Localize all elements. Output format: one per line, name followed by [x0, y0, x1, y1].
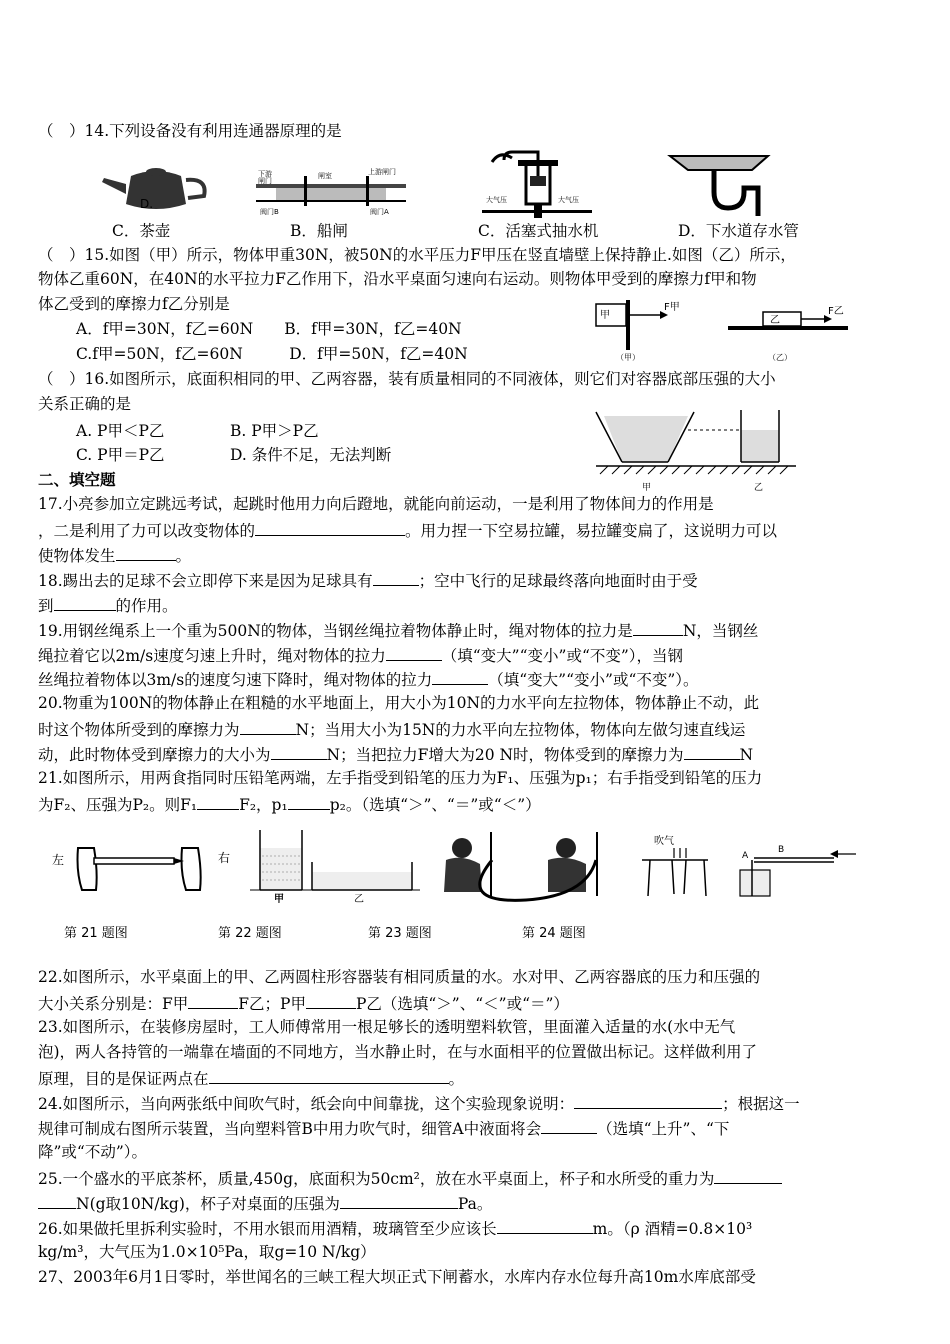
q20-line3c: N [739, 746, 754, 764]
q24-line1a: 24.如图所示，当向两张纸中间吹气时，纸会向中间靠拢，这个实验现象说明： [38, 1095, 575, 1113]
fig21-pencil-fingers [48, 838, 238, 898]
fig21-right-label: 右 [218, 851, 231, 865]
q20-blank-2[interactable] [271, 742, 327, 760]
q24-line2a: 规律可制成右图所示装置，当向塑料管B中用力吹气时，细管A中液面将会 [38, 1120, 542, 1138]
q14-opt-c1: C．茶壶 [112, 222, 171, 240]
q18-line2a: 到 [38, 597, 54, 615]
fig24-blow-papers [628, 830, 858, 900]
q25-blank-1b[interactable] [38, 1191, 76, 1209]
q21-line1: 21.如图所示，用两食指同时压铅笔两端，左手指受到铅笔的压力为F₁、压强为p₁；右手指受到铅笔的压力 [38, 769, 763, 787]
q26-line2: kg/m³，大气压为1.0×10⁵Pa，取g=10 N/kg） [38, 1243, 376, 1261]
q20-line3a: 动，此时物体受到摩擦力的大小为 [38, 746, 271, 764]
q19-blank-1[interactable] [633, 618, 683, 636]
q14-opt-b: B．船闸 [290, 222, 348, 240]
q15-figure [588, 300, 868, 362]
section-heading: 二、填空题 [38, 471, 116, 489]
q16-opt-d: D. 条件不足，无法判断 [230, 446, 392, 464]
q17-line1: 17.小亮参加立定跳远考试，起跳时他用力向后蹬地，就能向前运动，一是利用了物体间力的作用是 [38, 495, 714, 513]
fig23-workers-hose [436, 830, 614, 906]
q16-label-yi: 乙 [754, 483, 764, 493]
q16-opt-c: C. P甲＝P乙 [76, 446, 165, 464]
q16-figure [596, 410, 796, 496]
q26-line1b: m。（ρ 酒精=0.8×10³ [592, 1220, 753, 1238]
q19-line1b: N，当钢丝 [682, 622, 759, 640]
q25-line2b: Pa。 [457, 1195, 493, 1213]
fig21-left-label: 左 [52, 853, 65, 867]
q23-line3a: 原理，目的是保证两点在 [38, 1070, 209, 1088]
q15-caption-yi: （乙） [768, 353, 792, 362]
q18-blank-2[interactable] [54, 593, 116, 611]
pump-label-left: 大气压 [486, 196, 507, 204]
q14-stem: （ ）14.下列设备没有利用连通器原理的是 [38, 122, 342, 140]
q17-line3a: 使物体发生 [38, 547, 116, 565]
q27-line1: 27、2003年6月1日零时，举世闻名的三峡工程大坝正式下闸蓄水，水库内存水位每升高10m水库底部受 [38, 1268, 756, 1286]
lock-label-valvea: 阀门A [370, 208, 389, 216]
q20-line3b: N；当把拉力F增大为20 N时，物体受到的摩擦力为 [326, 746, 684, 764]
q24-line3: 降”或“不动”）。 [38, 1143, 148, 1161]
q15-label-jia: 甲 [600, 310, 610, 321]
q19-line2a: 绳拉着它以2m/s速度匀速上升时，绳对物体的拉力 [38, 647, 386, 665]
q17-blank-1[interactable] [255, 518, 405, 536]
q16-opt-b: B. P甲＞P乙 [230, 422, 319, 440]
q17-line3b: 。 [175, 547, 192, 565]
q14-opt-c2: C．活塞式抽水机 [478, 222, 599, 240]
q21-line2b: F₂，p₁ [239, 796, 288, 814]
caption-fig21: 第 21 题图 [64, 926, 128, 941]
q22-line1: 22.如图所示，水平桌面上的甲、乙两圆柱形容器装有相同质量的水。水对甲、乙两容器底的压力和压强的 [38, 968, 761, 986]
drain-trap-figure [668, 150, 778, 220]
lock-label-chamber: 闸室 [318, 172, 332, 180]
q23-line1: 23.如图所示，在装修房屋时，工人师傅常用一根足够长的透明塑料软管，里面灌入适量的水(水中无气 [38, 1018, 736, 1036]
teapot-figure [96, 164, 226, 214]
ship-lock-figure [256, 168, 406, 218]
q24-line1b: ；根据这一 [722, 1095, 800, 1113]
lock-label-down: 下游 [258, 170, 272, 178]
q21-blank-2[interactable] [288, 792, 330, 810]
q23-blank-1[interactable] [209, 1066, 449, 1084]
q22-line2c: P乙（选填“＞”、“＜”或“＝”） [355, 995, 569, 1013]
q23-line3b: 。 [448, 1070, 465, 1088]
q19-line1a: 19.用钢丝绳系上一个重为500N的物体，当钢丝绳拉着物体静止时，绳对物体的拉力是 [38, 622, 633, 640]
q26-blank-1[interactable] [497, 1216, 593, 1234]
fig22-containers [250, 828, 420, 904]
caption-fig24: 第 24 题图 [522, 926, 586, 941]
q21-blank-1[interactable] [197, 792, 239, 810]
q19-blank-3[interactable] [432, 667, 488, 685]
q22-blank-2[interactable] [306, 991, 356, 1009]
q20-blank-1[interactable] [240, 717, 296, 735]
q15-line3: 体乙受到的摩擦力f乙分别是 [38, 295, 230, 313]
q16-line2: 关系正确的是 [38, 395, 132, 413]
q24-line2b: （选填“上升”、“下 [597, 1120, 730, 1138]
q22-blank-1[interactable] [188, 991, 238, 1009]
fig-d-stray: D. [140, 197, 154, 211]
q23-line2: 泡)，两人各持管的一端靠在墙面的不同地方，当水静止时，在与水面相平的位置做出标记。这样做利用了 [38, 1043, 758, 1061]
lock-label-valveb: 阀门B [260, 208, 279, 216]
q21-line2c: p₂。（选填“＞”、“＝”或“＜”） [329, 796, 541, 814]
q16-line1: （ ）16.如图所示，底面积相同的甲、乙两容器，装有质量相同的不同液体，则它们对容器底部压强的大小 [38, 370, 776, 388]
q19-blank-2[interactable] [386, 643, 442, 661]
q20-blank-3[interactable] [684, 742, 740, 760]
pump-label-right: 大气压 [558, 196, 579, 204]
q15-label-fjia: F甲 [664, 302, 680, 313]
q19-line2b: （填“变大”“变小”或“不变”），当钢 [441, 647, 684, 665]
q17-blank-2[interactable] [116, 543, 176, 561]
fig24-b: B [778, 845, 785, 855]
q24-blank-1[interactable] [574, 1091, 722, 1109]
q15-label-fyi: F乙 [828, 306, 844, 317]
q14-opt-d: D．下水道存水管 [678, 222, 799, 240]
q20-line1: 20.物重为100N的物体静止在粗糙的水平地面上，用大小为10N的力水平向左拉物体，物体静止不动，此 [38, 694, 760, 712]
lock-label-up: 上游闸门 [368, 168, 396, 176]
q16-opt-a: A. P甲＜P乙 [76, 422, 165, 440]
q15-opt-ab: A．f甲=30N，f乙=60N B．f甲=30N，f乙=40N [76, 320, 462, 338]
q19-line3b: （填“变大”“变小”或“不变”）。 [488, 671, 699, 689]
q25-line1a: 25.一个盛水的平底茶杯，质量,450g，底面积为50cm²，放在水平桌面上，杯子和水所受的重力为 [38, 1170, 715, 1188]
q24-blank-2[interactable] [541, 1116, 597, 1134]
fig22-yi: 乙 [354, 894, 364, 905]
q18-line1a: 18.踢出去的足球不会立即停下来是因为足球具有 [38, 572, 373, 590]
fig24-a: A [742, 851, 749, 861]
q15-caption-jia: （甲） [616, 353, 640, 362]
piston-pump-figure [482, 150, 592, 220]
caption-fig22: 第 22 题图 [218, 926, 282, 941]
q17-line2b: 。用力捏一下空易拉罐，易拉罐变扁了，这说明力可以 [405, 522, 778, 540]
q22-line2a: 大小关系分别是：F甲 [38, 995, 189, 1013]
q18-blank-1[interactable] [373, 568, 419, 586]
q25-blank-1a[interactable] [714, 1166, 782, 1184]
q17-line2a: ，二是利用了力可以改变物体的 [38, 522, 256, 540]
q15-line1: （ ）15.如图（甲）所示，物体甲重30N，被50N的水平压力F甲压在竖直墙壁上保持静止.如图（乙）所示， [38, 246, 796, 264]
q20-line2b: N；当用大小为15N的力水平向左拉物体，物体向左做匀速直线运 [295, 721, 746, 739]
q15-label-yi: 乙 [770, 315, 780, 326]
q19-line3a: 丝绳拉着物体以3m/s的速度匀速下降时，绳对物体的拉力 [38, 671, 433, 689]
q18-line1b: ；空中飞行的足球最终落向地面时由于受 [418, 572, 698, 590]
q22-line2b: F乙；P甲 [238, 995, 306, 1013]
q18-line2b: 的作用。 [115, 597, 178, 615]
q21-line2a: 为F₂、压强为P₂。则F₁ [38, 796, 198, 814]
q16-label-jia: 甲 [642, 483, 652, 493]
fig22-jia: 甲 [274, 894, 284, 905]
lock-label-gate: 闸门 [258, 177, 272, 185]
q15-opt-cd: C.f甲=50N，f乙=60N D．f甲=50N，f乙=40N [76, 345, 468, 363]
q15-line2: 物体乙重60N，在40N的水平拉力F乙作用下，沿水平桌面匀速向右运动。则物体甲受到的摩擦力f甲和物 [38, 270, 757, 288]
q25-blank-2[interactable] [340, 1191, 458, 1209]
q25-line2a: N(g取10N/kg)，杯子对桌面的压强为 [76, 1195, 340, 1213]
caption-fig23: 第 23 题图 [368, 926, 432, 941]
q20-line2a: 时这个物体所受到的摩擦力为 [38, 721, 240, 739]
q26-line1a: 26.如果做托里拆利实验时，不用水银而用酒精，玻璃管至少应该长 [38, 1220, 497, 1238]
fig24-blow: 吹气 [654, 836, 674, 847]
